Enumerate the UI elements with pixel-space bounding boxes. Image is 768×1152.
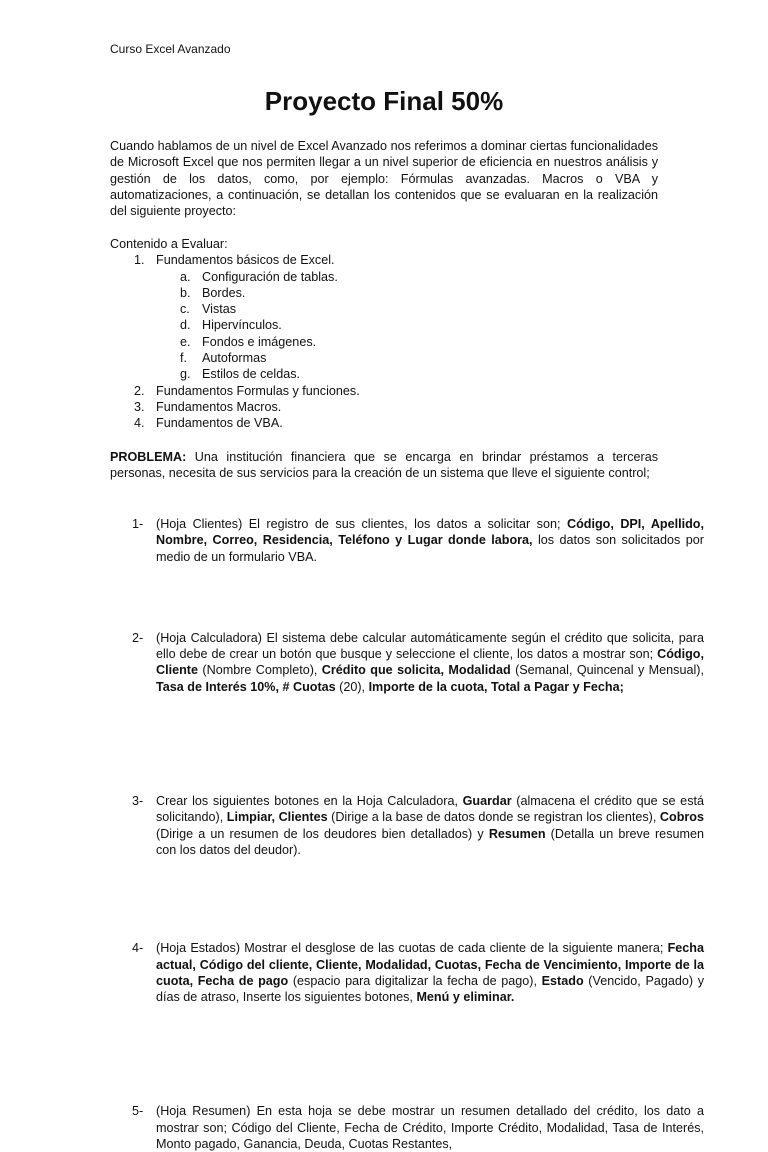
bold-text-segment: Cobros <box>659 810 704 825</box>
bold-text-segment: Importe de la cuota, Total a Pagar y Fecha; <box>368 679 624 694</box>
contents-subitem: a. Configuración de tablas. <box>180 269 338 284</box>
bold-text-segment: Resumen <box>488 826 546 841</box>
list-text: Fundamentos básicos de Excel. <box>156 253 335 268</box>
contents-item: 4. Fundamentos de VBA. <box>134 416 283 431</box>
text-segment: (Hoja Clientes) El registro de sus clientes, los datos a solicitar son; <box>156 517 567 531</box>
contents-list <box>110 383 658 432</box>
task-text <box>156 941 704 1004</box>
problem-text: Una institución financiera que se encarga en brindar préstamos a terceras personas, necesita de sus servicios para la creación de un sistema que lleve el siguiente control; <box>110 450 658 481</box>
task-number: 1- <box>132 517 144 531</box>
task-text <box>156 517 704 564</box>
contents-item: 2. Fundamentos Formulas y funciones. <box>134 383 360 398</box>
contents-subitem: c. Vistas <box>180 302 237 317</box>
task-number: 5- <box>132 1104 144 1119</box>
text-segment: (Dirige a un resumen de los deudores bien detallados) y <box>156 826 489 841</box>
task-number: 3- <box>132 794 144 809</box>
text-segment: (Dirige a la base de datos donde se registran los clientes), <box>327 810 660 825</box>
text-segment: (Nombre Completo), <box>198 663 322 678</box>
contents-subitem: f. Autoformas <box>180 351 267 366</box>
text-segment: los datos son solicitados por medio de un formulario VBA. <box>156 533 704 564</box>
text-segment: (Hoja Estados) Mostrar el desglose de las cuotas de cada cliente de la siguiente manera; <box>156 941 668 956</box>
bold-text-segment: Código, Cliente <box>156 647 704 678</box>
problem-paragraph <box>110 449 658 482</box>
text-segment: (20), <box>335 679 369 694</box>
contents-subitem: d. Hipervínculos. <box>180 318 282 333</box>
bold-text-segment: Menú y eliminar. <box>416 990 515 1005</box>
task-4 <box>110 940 704 1005</box>
intro-paragraph: Cuando hablamos de un nivel de Excel Avanzado nos referimos a dominar ciertas funcionalidades de Microsoft Excel que nos permiten llegar a un nivel superior de eficiencia en nuestros análisis y gestión de los datos, como, por ejemplo: Fórmulas avanzadas. Macros o VBA y automatizaciones, a continuación, se detallan los contenidos que se evaluaran en la realización del siguiente proyecto: <box>110 139 658 219</box>
bold-text-segment: Estado <box>541 973 584 988</box>
task-3 <box>110 793 704 858</box>
text-segment: (Vencido, Pagado) y días de atraso, Inserte los siguientes botones, <box>156 973 704 1005</box>
contents-subitem: g. Estilos de celdas. <box>180 367 301 382</box>
bold-text-segment: Código, DPI, Apellido, Nombre, Correo, Residencia, Teléfono y Lugar donde labora, <box>156 517 704 548</box>
text-segment: Crear los siguientes botones en la Hoja Calculadora, <box>156 794 463 809</box>
bold-text-segment: Limpiar, Clientes <box>226 810 328 825</box>
task-number: 2- <box>132 630 144 645</box>
text-segment: (Detalla un breve resumen con los datos del deudor). <box>156 826 704 857</box>
document-header: Curso Excel Avanzado <box>110 42 231 56</box>
text-segment: (espacio para digitalizar la fecha de pago), <box>288 973 542 988</box>
bold-text-segment: Crédito que solicita, Modalidad <box>321 663 511 678</box>
text-segment: (almacena el crédito que se está solicitando), <box>156 794 704 825</box>
list-number: 1. <box>134 253 145 268</box>
contents-sublist <box>110 269 658 383</box>
task-text <box>156 794 704 857</box>
contents-subitem: b. Bordes. <box>180 285 246 300</box>
task-text <box>156 631 704 694</box>
bold-text-segment: Tasa de Interés 10%, # Cuotas <box>156 679 336 694</box>
text-segment: (Hoja Resumen) En esta hoja se debe mostrar un resumen detallado del crédito, los dato a mostrar son; Código del Cliente, Fecha de Crédito, Importe Crédito, Modalidad, Tasa de Interés, Monto pagado, Ganancia, Deuda, Cuotas Restantes, <box>156 1104 704 1152</box>
task-5 <box>110 1103 704 1152</box>
contents-section <box>110 236 658 432</box>
contents-subitem: e. Fondos e imágenes. <box>180 334 317 349</box>
contents-item: 3. Fundamentos Macros. <box>134 399 282 414</box>
text-segment: (Hoja Calculadora) El sistema debe calcular automáticamente según el crédito que solicita, para ello debe de crear un botón que busque y seleccione el cliente, los datos a mostrar son; <box>156 630 704 662</box>
text-segment: (Semanal, Quincenal y Mensual), <box>510 663 704 678</box>
task-text <box>156 1104 704 1151</box>
contents-label: Contenido a Evaluar: <box>110 237 228 251</box>
contents-list <box>110 252 658 268</box>
problem-label: PROBLEMA: <box>110 450 187 464</box>
bold-text-segment: Fecha actual, Código del cliente, Cliente, Modalidad, Cuotas, Fecha de Vencimiento, Importe de la cuota, Fecha de pago <box>156 941 704 988</box>
bold-text-segment: Guardar <box>462 794 512 809</box>
task-2 <box>110 630 704 695</box>
contents-item <box>110 252 658 268</box>
task-number: 4- <box>132 941 144 956</box>
document-title: Proyecto Final 50% <box>264 86 504 116</box>
task-1 <box>110 516 704 565</box>
